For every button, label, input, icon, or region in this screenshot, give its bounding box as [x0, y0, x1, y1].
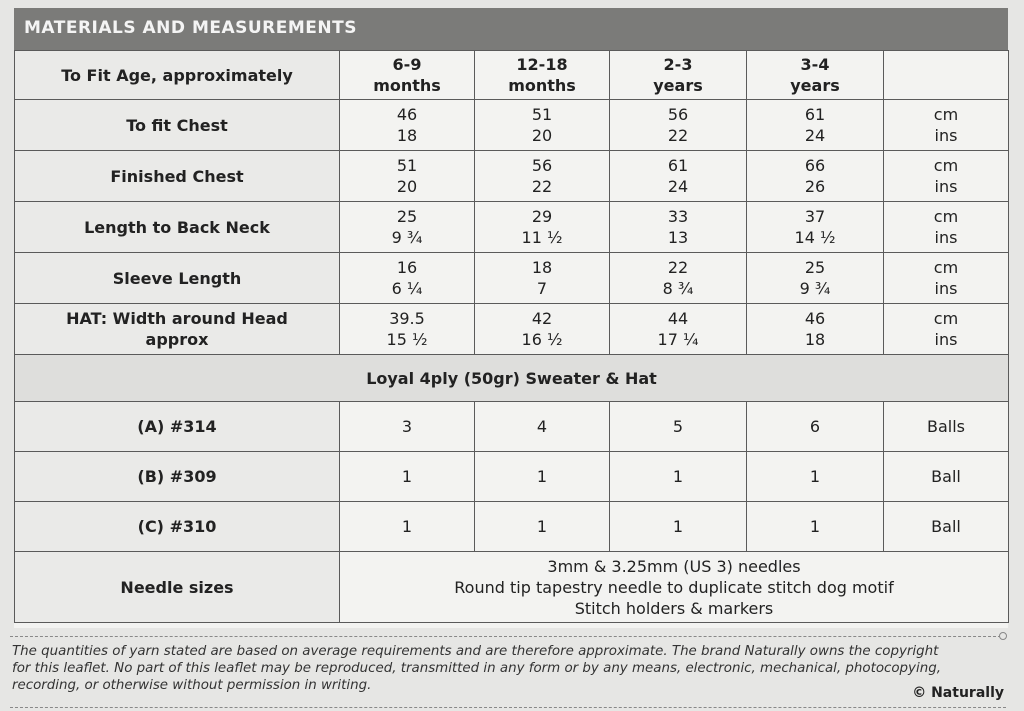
size-row-label: To Fit Age, approximately: [15, 51, 340, 100]
value-cell: 56 22: [610, 100, 747, 151]
row-label: (C) #310: [15, 502, 340, 552]
value-cell: 44 17 ¼: [610, 304, 747, 355]
measurement-row-back-neck: [15, 202, 1009, 253]
divider-dot: [999, 632, 1007, 640]
yarn-row-c: [15, 502, 1009, 552]
row-label: (B) #309: [15, 452, 340, 502]
value-cell: 39.5 15 ½: [340, 304, 475, 355]
value-cell: 4: [475, 402, 610, 452]
value-cell: 51 20: [475, 100, 610, 151]
value-cell: 18 7: [475, 253, 610, 304]
value-cell: 61 24: [610, 151, 747, 202]
value-cell: 1: [747, 452, 884, 502]
value-cell: 25 9 ¾: [340, 202, 475, 253]
value-cell: 6: [747, 402, 884, 452]
value-cell: 42 16 ½: [475, 304, 610, 355]
measurement-row-sleeve: [15, 253, 1009, 304]
value-cell: 25 9 ¾: [747, 253, 884, 304]
unit-cell: cm ins: [884, 253, 1009, 304]
measurement-row-chest: [15, 100, 1009, 151]
value-cell: 61 24: [747, 100, 884, 151]
value-cell: 29 11 ½: [475, 202, 610, 253]
unit-cell: Ball: [884, 502, 1009, 552]
needle-label: Needle sizes: [15, 552, 340, 623]
value-cell: 66 26: [747, 151, 884, 202]
value-cell: 1: [340, 452, 475, 502]
value-cell: 3: [340, 402, 475, 452]
copyright-notice: © Naturally: [912, 685, 1004, 701]
value-cell: 51 20: [340, 151, 475, 202]
value-cell: 33 13: [610, 202, 747, 253]
value-cell: 37 14 ½: [747, 202, 884, 253]
size-col-4: 3-4 years: [747, 51, 884, 100]
footer-disclaimer: The quantities of yarn stated are based on average requirements and are therefore approximate. The brand Naturally owns the copyright for this leaflet. No part of this leaflet may be reproduced, transmitted in any form or by any means, electronic, mechanical, photocopying, recording, or otherwise without permission in writing.: [12, 644, 941, 693]
value-cell: 46 18: [747, 304, 884, 355]
yarn-section-label: Loyal 4ply (50gr) Sweater & Hat: [15, 355, 1009, 402]
value-cell: 46 18: [340, 100, 475, 151]
yarn-row-b: [15, 452, 1009, 502]
value-cell: 22 8 ¾: [610, 253, 747, 304]
measurement-row-finished-chest: [15, 151, 1009, 202]
yarn-section-row: [15, 355, 1009, 402]
unit-cell: Balls: [884, 402, 1009, 452]
unit-cell: cm ins: [884, 304, 1009, 355]
needle-line: 3mm & 3.25mm (US 3) needles: [547, 556, 801, 576]
section-title: MATERIALS AND MEASUREMENTS: [24, 18, 357, 38]
size-col-1: 6-9 months: [340, 51, 475, 100]
needle-line: Stitch holders & markers: [574, 598, 774, 618]
section-header: [14, 8, 1008, 50]
divider-top: [10, 636, 1006, 637]
row-label: Finished Chest: [15, 151, 340, 202]
row-label: (A) #314: [15, 402, 340, 452]
value-cell: 1: [475, 502, 610, 552]
value-cell: 5: [610, 402, 747, 452]
value-cell: 1: [475, 452, 610, 502]
value-cell: 1: [340, 502, 475, 552]
divider-bottom: [10, 707, 1006, 708]
yarn-row-a: [15, 402, 1009, 452]
unit-cell: cm ins: [884, 100, 1009, 151]
size-col-3: 2-3 years: [610, 51, 747, 100]
unit-cell: cm ins: [884, 202, 1009, 253]
unit-col-header: [884, 51, 1009, 100]
unit-cell: Ball: [884, 452, 1009, 502]
value-cell: 16 6 ¼: [340, 253, 475, 304]
row-label: HAT: Width around Head approx: [15, 304, 340, 355]
value-cell: 1: [747, 502, 884, 552]
needle-row: [15, 552, 1009, 623]
row-label: Length to Back Neck: [15, 202, 340, 253]
unit-cell: cm ins: [884, 151, 1009, 202]
value-cell: 56 22: [475, 151, 610, 202]
needle-list: [340, 552, 1009, 623]
needle-line: Round tip tapestry needle to duplicate stitch dog motif: [454, 577, 894, 597]
row-label: Sleeve Length: [15, 253, 340, 304]
value-cell: 1: [610, 452, 747, 502]
measurement-row-hat: [15, 304, 1009, 355]
measurements-table: [14, 50, 1009, 623]
row-label: To fit Chest: [15, 100, 340, 151]
size-header-row: [15, 51, 1009, 100]
size-col-2: 12-18 months: [475, 51, 610, 100]
value-cell: 1: [610, 502, 747, 552]
